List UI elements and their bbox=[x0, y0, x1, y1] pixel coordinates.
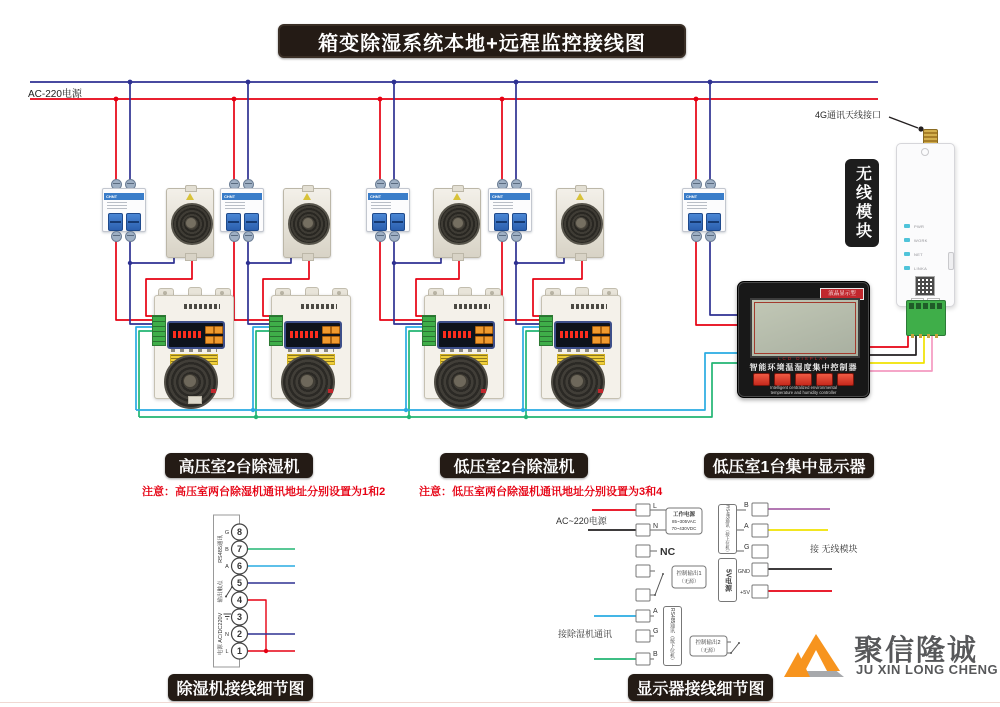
fan-hub bbox=[183, 374, 197, 388]
controller-title-cn: 智能环境温湿度集中控制器 bbox=[749, 363, 858, 372]
caption-display-detail: 显示器接线细节图 bbox=[628, 674, 773, 701]
circuit-breaker-3 bbox=[366, 178, 408, 240]
mount-hole bbox=[921, 148, 929, 156]
breaker-toggle bbox=[688, 213, 703, 231]
pin-l: L bbox=[653, 503, 657, 510]
pin-a2: A bbox=[744, 523, 749, 530]
ac-power-bus bbox=[30, 80, 878, 180]
terminal-number: 1 bbox=[236, 646, 243, 656]
controller-power-wiring bbox=[696, 237, 737, 325]
antenna-pointer-line bbox=[889, 117, 924, 132]
red-sticker bbox=[211, 389, 216, 393]
terminal-number: 8 bbox=[236, 527, 243, 537]
breaker-body bbox=[102, 188, 146, 232]
mount-foot bbox=[302, 253, 314, 261]
pin-mark: L bbox=[225, 649, 229, 655]
rating-text bbox=[107, 202, 127, 210]
v5-power-label: 5V电源 bbox=[718, 558, 737, 602]
pin-b: B bbox=[653, 651, 658, 658]
led-label: WORK bbox=[914, 237, 928, 243]
brand-label: CHNT bbox=[684, 193, 724, 200]
fan-heater-2 bbox=[283, 188, 331, 258]
screw-icon bbox=[229, 231, 240, 242]
control-display bbox=[167, 321, 225, 349]
terminal-number: 3 bbox=[236, 612, 243, 622]
work-power-vac: 85~305VAC bbox=[671, 519, 697, 524]
pin-nc: NC bbox=[660, 546, 676, 558]
panel-button bbox=[484, 336, 493, 344]
ac220-label: AC~220电源 bbox=[556, 516, 607, 526]
model-text bbox=[571, 304, 607, 309]
panel-button bbox=[601, 326, 610, 334]
dehumidifier-unit-1 bbox=[154, 286, 234, 398]
breaker-body bbox=[220, 188, 264, 232]
circuit-breaker-2 bbox=[220, 178, 262, 240]
control-display bbox=[284, 321, 342, 349]
panel-button bbox=[592, 326, 601, 334]
terminal-number: 2 bbox=[236, 629, 243, 639]
circuit-breaker-5 bbox=[682, 178, 724, 240]
dehumidifier-unit-3 bbox=[424, 286, 504, 398]
wireless-module-label: 无线模块 bbox=[845, 159, 879, 247]
terminal-number: 7 bbox=[236, 544, 243, 554]
breaker-toggle bbox=[244, 213, 259, 231]
pwr-led-icon bbox=[904, 224, 910, 228]
diagram-title: 箱变除湿系统本地+远程监控接线图 bbox=[278, 24, 686, 58]
controller-title-en1: Intelligent centralized environmental bbox=[770, 385, 837, 390]
red-sticker bbox=[481, 389, 486, 393]
rs485-up-label: RS485通讯（接上位机） bbox=[718, 504, 737, 554]
breaker-toggle bbox=[126, 213, 141, 231]
ctrl-output1-sub: （无源） bbox=[678, 579, 700, 585]
indicator-row bbox=[171, 349, 217, 352]
seven-segment-readout bbox=[173, 331, 201, 338]
work-led-icon bbox=[904, 238, 910, 242]
fan-heater-1 bbox=[166, 188, 214, 258]
model-text bbox=[454, 304, 490, 309]
mount-tab bbox=[452, 185, 464, 192]
fan-hub bbox=[575, 217, 587, 229]
mount-tab bbox=[575, 185, 587, 192]
panel-button bbox=[753, 373, 770, 386]
dehum-comm-label: 接除湿机通讯 bbox=[558, 629, 613, 639]
panel-button bbox=[475, 336, 484, 344]
panel-button bbox=[592, 336, 601, 344]
pin-5v: +5V bbox=[740, 590, 750, 596]
terminal-number: 5 bbox=[236, 578, 243, 588]
mount-foot bbox=[452, 253, 464, 261]
lcd-screen bbox=[750, 298, 860, 358]
terminal-block bbox=[269, 315, 283, 346]
caption-dehumidifier-detail: 除湿机接线细节图 bbox=[168, 674, 313, 701]
warning-triangle-icon bbox=[453, 193, 461, 200]
breaker-toggle bbox=[226, 213, 241, 231]
dehumidifier-body bbox=[154, 295, 234, 399]
brand-label: CHNT bbox=[490, 193, 530, 200]
ctrl-output2-sub: （无源） bbox=[697, 648, 719, 654]
panel-button bbox=[205, 336, 214, 344]
circuit-breaker-1 bbox=[102, 178, 144, 240]
dehumidifier-unit-4 bbox=[541, 286, 621, 398]
indicator-row bbox=[288, 349, 334, 352]
screw-icon bbox=[125, 231, 136, 242]
lv-note: 注意：低压室两台除湿机通讯地址分别设置为3和4 bbox=[419, 486, 663, 498]
circuit-breaker-4 bbox=[488, 178, 530, 240]
rating-text bbox=[493, 202, 513, 210]
pin-mark: A bbox=[225, 564, 229, 570]
fan-heater-3 bbox=[433, 188, 481, 258]
panel-button bbox=[331, 336, 340, 344]
model-text bbox=[301, 304, 337, 309]
terminal-pins bbox=[911, 334, 941, 338]
qr-code-icon bbox=[915, 276, 935, 296]
screw-icon bbox=[511, 231, 522, 242]
terminal-number: 6 bbox=[236, 561, 243, 571]
dehumidifier-detail-diagram bbox=[214, 515, 296, 667]
dehumidifier-body bbox=[424, 295, 504, 399]
panel-button bbox=[475, 326, 484, 334]
breaker-body bbox=[488, 188, 532, 232]
controller-display-unit bbox=[737, 281, 870, 398]
breaker-toggle bbox=[494, 213, 509, 231]
wireless-conn-label: 接 无线模块 bbox=[810, 544, 858, 554]
pin-mark: N bbox=[225, 632, 229, 638]
led-label: PWR bbox=[914, 223, 925, 229]
mount-foot bbox=[188, 396, 202, 404]
lcd-type-badge: 液晶显示型 bbox=[820, 288, 864, 300]
logo-mark-icon bbox=[782, 622, 854, 680]
indicator-row bbox=[558, 349, 604, 352]
ctrl-output2-label: 控制输出2 bbox=[695, 640, 721, 646]
group-label-rs485: RS485通讯 bbox=[218, 535, 224, 563]
wireless-module bbox=[896, 143, 955, 307]
mount-tab bbox=[302, 185, 314, 192]
section-label-display: 低压室1台集中显示器 bbox=[704, 453, 874, 478]
seven-segment-readout bbox=[560, 331, 588, 338]
terminal-block bbox=[152, 315, 166, 346]
fan-hub bbox=[185, 217, 197, 229]
warning-triangle-icon bbox=[576, 193, 584, 200]
pin-g2: G bbox=[744, 544, 750, 551]
section-label-lv: 低压室2台除湿机 bbox=[440, 453, 588, 478]
logo-text-cn: 聚信隆诚 bbox=[854, 635, 979, 667]
screw-icon bbox=[497, 231, 508, 242]
control-display bbox=[554, 321, 612, 349]
seven-segment-readout bbox=[290, 331, 318, 338]
terminal-block bbox=[539, 315, 553, 346]
breaker-toggle bbox=[372, 213, 387, 231]
breaker-toggle bbox=[390, 213, 405, 231]
fan-heater-4 bbox=[556, 188, 604, 258]
panel-button bbox=[322, 336, 331, 344]
pin-a: A bbox=[653, 608, 658, 615]
panel-button bbox=[837, 373, 854, 386]
brand-label: CHNT bbox=[104, 193, 144, 200]
brand-label: CHNT bbox=[222, 193, 262, 200]
breaker-body bbox=[366, 188, 410, 232]
rating-text bbox=[225, 202, 245, 210]
bottom-divider bbox=[0, 702, 1000, 703]
terminal-number: 4 bbox=[236, 595, 243, 605]
pin-b2: B bbox=[744, 502, 749, 509]
group-label-power: 电源 AC/DC220V bbox=[218, 612, 224, 656]
indicator-row bbox=[441, 349, 487, 352]
warning-triangle-icon bbox=[303, 193, 311, 200]
group-label-output: 输出触点 bbox=[218, 580, 224, 603]
model-text bbox=[184, 304, 220, 309]
mount-tab bbox=[185, 185, 197, 192]
panel-button bbox=[322, 326, 331, 334]
screw-icon bbox=[111, 231, 122, 242]
section-label-hv: 高压室2台除湿机 bbox=[165, 453, 313, 478]
link-led-icon bbox=[904, 266, 910, 270]
rating-text bbox=[687, 202, 707, 210]
breaker-body bbox=[682, 188, 726, 232]
panel-button bbox=[484, 326, 493, 334]
mount-foot bbox=[575, 253, 587, 261]
screw-icon bbox=[705, 231, 716, 242]
fan-hub bbox=[453, 374, 467, 388]
pin-gnd: GND bbox=[737, 569, 750, 575]
fan-hub bbox=[302, 217, 314, 229]
screw-icon bbox=[691, 231, 702, 242]
work-power-title: 工作电源 bbox=[672, 512, 696, 518]
brand-label: CHNT bbox=[368, 193, 408, 200]
screw-icon bbox=[375, 231, 386, 242]
antenna-port-label: 4G通讯天线接口 bbox=[815, 110, 882, 120]
led-label: LINKA bbox=[914, 265, 928, 271]
breaker-toggle bbox=[108, 213, 123, 231]
controller-title-en2: temperature and humidity controller bbox=[770, 389, 837, 395]
terminal-block bbox=[422, 315, 436, 346]
seven-segment-readout bbox=[443, 331, 471, 338]
breaker-toggle bbox=[706, 213, 721, 231]
terminal-block bbox=[906, 300, 946, 336]
red-sticker bbox=[328, 389, 333, 393]
mount-foot bbox=[185, 253, 197, 261]
fan-hub bbox=[300, 374, 314, 388]
panel-button bbox=[601, 336, 610, 344]
led-label: NET bbox=[914, 251, 923, 257]
rating-text bbox=[371, 202, 391, 210]
fan-hub bbox=[570, 374, 584, 388]
controller-module-wiring bbox=[868, 333, 932, 371]
lcd-caption: LCD DISPLAY bbox=[778, 356, 829, 361]
ctrl-output1-label: 控制输出1 bbox=[676, 571, 702, 577]
pin-mark: B bbox=[225, 547, 229, 553]
hv-note: 注意：高压室两台除湿机通讯地址分别设置为1和2 bbox=[142, 486, 386, 498]
ac-power-label: AC-220电源 bbox=[28, 89, 82, 100]
control-display bbox=[437, 321, 495, 349]
screw-icon bbox=[243, 231, 254, 242]
dehumidifier-body bbox=[541, 295, 621, 399]
panel-button bbox=[205, 326, 214, 334]
panel-button bbox=[214, 326, 223, 334]
dehumidifier-unit-2 bbox=[271, 286, 351, 398]
net-led-icon bbox=[904, 252, 910, 256]
panel-button bbox=[214, 336, 223, 344]
pin-n: N bbox=[653, 523, 659, 530]
fan-hub bbox=[452, 217, 464, 229]
work-power-vdc: 70~430VDC bbox=[671, 526, 697, 531]
logo-text-en: JU XIN LONG CHENG bbox=[856, 662, 999, 677]
warning-triangle-icon bbox=[186, 193, 194, 200]
pin-g: G bbox=[653, 628, 659, 635]
terminal-holes bbox=[909, 303, 943, 309]
breaker-toggle bbox=[512, 213, 527, 231]
red-sticker bbox=[598, 389, 603, 393]
dehumidifier-body bbox=[271, 295, 351, 399]
panel-button bbox=[331, 326, 340, 334]
screw-icon bbox=[389, 231, 400, 242]
pin-mark: G bbox=[224, 530, 230, 536]
side-slot bbox=[948, 252, 954, 270]
rs485-down-label: RS485通讯（接下位机） bbox=[663, 606, 682, 666]
